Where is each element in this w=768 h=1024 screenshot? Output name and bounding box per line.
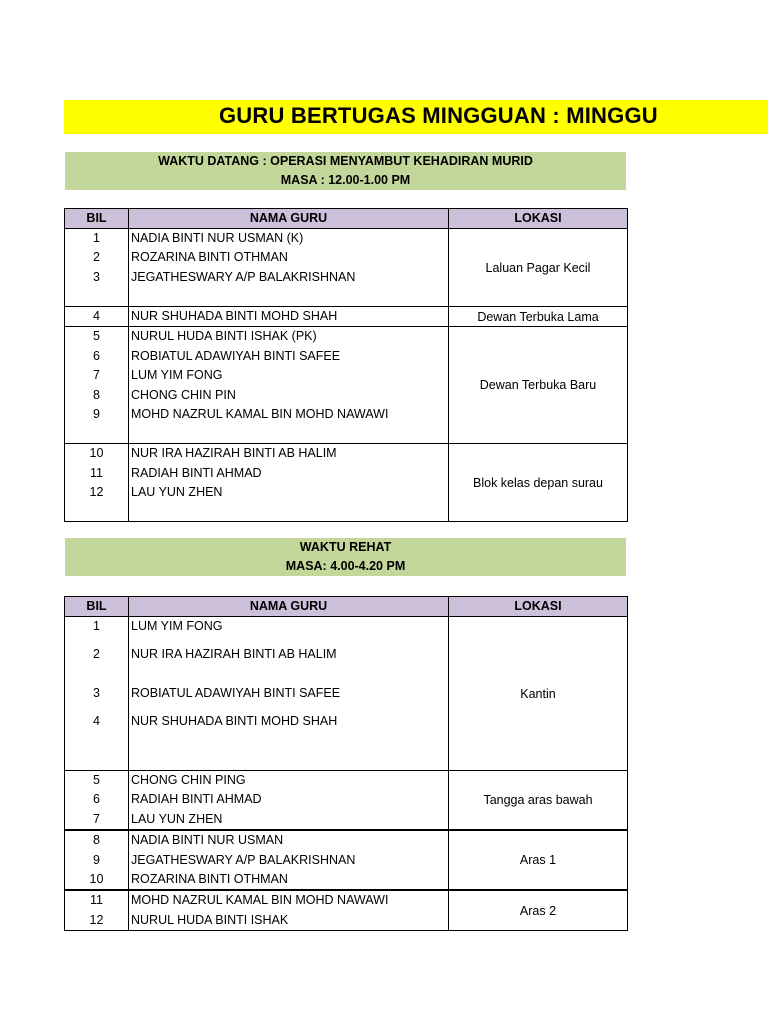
lokasi-cell: Kantin: [449, 617, 628, 771]
bil-number: 8: [93, 387, 100, 402]
table-row-group: [65, 771, 628, 831]
section1-table: [64, 208, 628, 522]
teacher-name: NUR IRA HAZIRAH BINTI AB HALIM: [131, 647, 337, 662]
bil-number: 9: [93, 406, 100, 421]
bil-number: 7: [93, 811, 100, 826]
section1-band-line1: WAKTU DATANG : OPERASI MENYAMBUT KEHADIRAN MURID: [158, 154, 533, 168]
bil-number: 5: [93, 773, 100, 787]
lokasi-cell: Aras 1: [449, 830, 628, 890]
bil-cell: [65, 617, 129, 771]
lokasi-cell: Aras 2: [449, 890, 628, 930]
teacher-name: RADIAH BINTI AHMAD: [131, 792, 262, 807]
teacher-name: NUR SHUHADA BINTI MOHD SHAH: [131, 714, 338, 729]
teacher-name: ROZARINA BINTI OTHMAN: [131, 871, 288, 886]
teacher-name: NUR SHUHADA BINTI MOHD SHAH: [131, 309, 338, 323]
teacher-name: MOHD NAZRUL KAMAL BIN MOHD NAWAWI: [131, 406, 389, 421]
title-bar: [64, 100, 768, 134]
teacher-name: JEGATHESWARY A/P BALAKRISHNAN: [131, 852, 356, 867]
table-row-group: [65, 830, 628, 890]
nama-guru-cell: [129, 830, 449, 890]
teacher-name: LAU YUN ZHEN: [131, 811, 223, 826]
bil-number: 11: [90, 465, 103, 480]
teacher-name: NURUL HUDA BINTI ISHAK: [131, 912, 289, 927]
teacher-name: RADIAH BINTI AHMAD: [131, 465, 262, 480]
teacher-name: CHONG CHIN PIN: [131, 387, 236, 402]
bil-cell: [65, 771, 129, 831]
teacher-name: ROBIATUL ADAWIYAH BINTI SAFEE: [131, 348, 341, 363]
header-lokasi: LOKASI: [449, 209, 628, 229]
teacher-name: ROBIATUL ADAWIYAH BINTI SAFEE: [131, 685, 341, 700]
bil-number: 8: [93, 833, 100, 848]
teacher-name: CHONG CHIN PING: [131, 773, 246, 787]
nama-guru-cell: [129, 229, 449, 307]
teacher-name: NADIA BINTI NUR USMAN: [131, 833, 284, 848]
teacher-name: LAU YUN ZHEN: [131, 485, 223, 500]
table-row-group: [65, 229, 628, 307]
section2-band: [65, 538, 626, 576]
bil-cell: [65, 890, 129, 930]
header-bil: BIL: [65, 209, 129, 229]
bil-cell: [65, 307, 129, 327]
bil-number: 6: [93, 792, 100, 807]
section2-table: [64, 596, 628, 931]
teacher-name: JEGATHESWARY A/P BALAKRISHNAN: [131, 269, 356, 284]
bil-number: 2: [93, 250, 100, 265]
header-nama-guru: NAMA GURU: [129, 597, 449, 617]
bil-number: 12: [89, 912, 104, 927]
lokasi-cell: Dewan Terbuka Baru: [449, 327, 628, 444]
nama-guru-cell: [129, 444, 449, 522]
table-row-group: [65, 617, 628, 771]
section2-header-row: [65, 597, 628, 617]
bil-number: 4: [93, 714, 100, 729]
bil-cell: [65, 327, 129, 444]
bil-number: 9: [93, 852, 100, 867]
table-row-group: [65, 327, 628, 444]
bil-cell: [65, 830, 129, 890]
header-bil: BIL: [65, 597, 129, 617]
bil-number: 2: [93, 647, 100, 662]
nama-guru-cell: [129, 307, 449, 327]
bil-number: 7: [93, 368, 100, 383]
bil-number: 3: [93, 269, 100, 284]
bil-number: 4: [93, 309, 100, 323]
bil-number: 12: [89, 485, 104, 500]
section1-band-line2: MASA : 12.00-1.00 PM: [280, 173, 411, 187]
lokasi-cell: Laluan Pagar Kecil: [449, 229, 628, 307]
bil-number: 11: [90, 893, 103, 908]
teacher-name: LUM YIM FONG: [131, 619, 223, 633]
lokasi-cell: Blok kelas depan surau: [449, 444, 628, 522]
bil-number: 1: [93, 231, 100, 245]
nama-guru-cell: [129, 327, 449, 444]
table-row-group: [65, 444, 628, 522]
section2-band-line1: WAKTU REHAT: [299, 540, 392, 554]
lokasi-cell: Dewan Terbuka Lama: [449, 307, 628, 327]
table-row-group: [65, 890, 628, 930]
teacher-name: LUM YIM FONG: [131, 368, 223, 383]
teacher-name: ROZARINA BINTI OTHMAN: [131, 250, 288, 265]
teacher-name: NUR IRA HAZIRAH BINTI AB HALIM: [131, 446, 337, 461]
bil-cell: [65, 444, 129, 522]
nama-guru-cell: [129, 890, 449, 930]
section2-band-line2: MASA: 4.00-4.20 PM: [285, 559, 406, 573]
nama-guru-cell: [129, 617, 449, 771]
bil-number: 10: [89, 446, 104, 461]
bil-number: 3: [93, 685, 100, 700]
teacher-name: NURUL HUDA BINTI ISHAK (PK): [131, 329, 317, 344]
lokasi-cell: Tangga aras bawah: [449, 771, 628, 831]
bil-number: 10: [89, 871, 104, 886]
section1-header-row: [65, 209, 628, 229]
section1-band: [65, 152, 626, 190]
bil-number: 6: [93, 348, 100, 363]
table-row-group: [65, 307, 628, 327]
bil-number: 1: [93, 619, 100, 633]
header-lokasi: LOKASI: [449, 597, 628, 617]
teacher-name: NADIA BINTI NUR USMAN (K): [131, 231, 304, 245]
bil-number: 5: [93, 329, 100, 344]
teacher-name: MOHD NAZRUL KAMAL BIN MOHD NAWAWI: [131, 893, 389, 908]
header-nama-guru: NAMA GURU: [129, 209, 449, 229]
bil-cell: [65, 229, 129, 307]
nama-guru-cell: [129, 771, 449, 831]
page-title: GURU BERTUGAS MINGGUAN : MINGGU: [219, 103, 658, 128]
